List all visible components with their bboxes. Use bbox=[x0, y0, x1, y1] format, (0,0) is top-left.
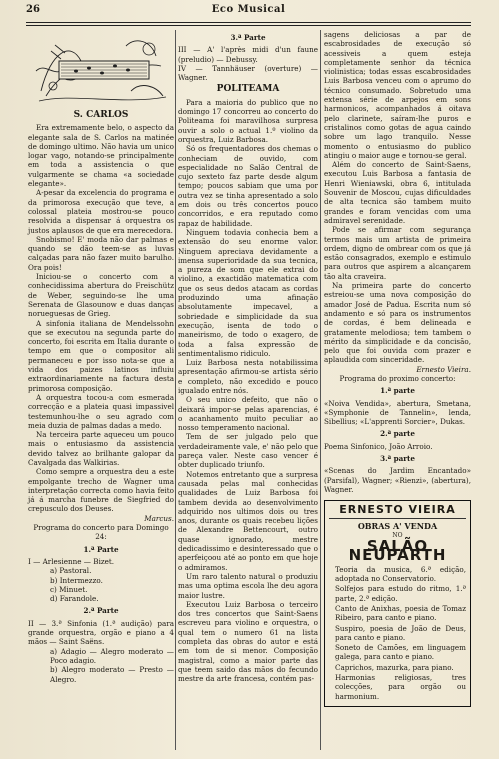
paragraph: O seu unico defeito, que não o deixará impor-se pelas aparencias, é o acanhamento muito peculiar ao nosso temperamento nacional. bbox=[178, 395, 318, 433]
paragraph: Notemos entretanto que a surpresa causada pelas mal conhecidas qualidades de Luiz Barbosa foi tambem devida ao desenvolvimento adquirido nos ultimos dois ou tres anos, durante os quais recebeu lições de Alexandre Bettencourt, outro quase ignorado, mestre dedicadissimo e desinteressado que o aperfeiçoou até ao ponto em que hoje o admiramos. bbox=[178, 469, 318, 572]
program-title: Programa do proximo concerto: bbox=[339, 373, 456, 383]
paragraph: Para a maioria do publico que no domingo 17 concorreu ao concerto do Politeama foi maravilhosa surpresa ouvir a solo o actual 1.º violino da orquestra, Luiz Barbosa. bbox=[178, 97, 318, 144]
paragraph: Só os frequentadores dos chemas o conheciam de ouvido, com especialidade no Salão Central de cujo sexteto faz parte desde algum tempo; poucos sabiam que uma por outra vez se tinha apresentado a solo em dois ou três concertos pouco concorridos, e era reputado como rapaz de habilidade. bbox=[178, 144, 318, 228]
ad-item: Solfejos para estudo do ritmo, 1.ª parte, 2.ª edição. bbox=[335, 584, 466, 603]
concerts-masthead-illustration bbox=[28, 30, 174, 108]
program-item: IV — Tannhäuser (overture) — Wagner. bbox=[178, 63, 318, 83]
program-item: «Noiva Vendida», abertura, Smetana, «Symphonie de Tannelin», lenda, Sibellius; «L'apprenti Sorcier», Dukas. bbox=[324, 398, 471, 427]
program-item: b) Intermezzo. bbox=[50, 575, 103, 585]
paragraph: Iniciou-se o concerto com a conhecidissima abertura do Freischütz de Weber, seguindo-se lhe uma Serenata de Glasounow e duas danças norueguesas de Grieg. bbox=[28, 272, 174, 319]
paragraph: A orquestra tocou-a com esmerada correcção e a plateia quasi impassivel testemunhou-lhe o seu agrado com meia duzia de palmas dadas a medo. bbox=[28, 392, 174, 430]
paragraph: Ninguem todavia conhecia bem a extensão do seu enorme valor. Ninguem apreciava devidamente a imensa superioridade da sua tecnica, a pureza de som que ele extrai do violino, a exactidão matematica com que os seus dedos atacam as cordas produzindo uma afinação absolutamente impecavel, a sobriedade e simplicidade da sua execução, isenta de todo o maneirismo, de todo o exagero, de toda a falsa expressão de sentimentalismo ridiculo. bbox=[178, 227, 318, 358]
program-item: b) Alegro moderato — Presto — Alegro. bbox=[50, 665, 174, 684]
ad-title: OBRAS A' VENDA bbox=[357, 520, 438, 531]
column-2 bbox=[178, 30, 318, 683]
signature: Ernesto Vieira. bbox=[416, 364, 471, 374]
program-item: a) Adagio — Alegro moderato — Poco adagio. bbox=[50, 646, 174, 665]
paragraph: Snobismo! E' moda não dar palmas e quando se dão teem-se as luvas calçadas para não fazer muito barulho. Ora pois! bbox=[28, 234, 174, 272]
column-1 bbox=[28, 30, 174, 684]
ad-item: Canto de Anixhas, poesia de Tomaz Ribeiro, para canto e piano. bbox=[335, 603, 466, 623]
program-item: II — 3.ª Sinfonia (1.ª audição) para grande orquestra, orgão e piano a 4 mãos — Saint Saëns. bbox=[28, 618, 174, 647]
program-item: d) Farandole. bbox=[50, 594, 99, 604]
column-3 bbox=[324, 30, 471, 707]
paragraph: Além do concerto de Saint-Saens, executou Luis Barbosa a fantasia de Henri Wieniawski, obra 6, intitulada Souvenir de Moscou, cujas dificuldades de alta tecnica são tambem muito grandes e foram vencidas com uma admiravel serenidade. bbox=[324, 160, 471, 225]
program-item: «Scenas do Jardim Encantado» (Parsifal), Wagner; «Rienzi», (abertura), Wagner. bbox=[324, 466, 471, 494]
program-item: I — Arlesienne — Bizet. bbox=[28, 556, 115, 566]
paragraph: sagens deliciosas a par de escabrosidades de execução só acessiveis a quem esteja completamente senhor da técnica violinistica; todas essas escabrosidades Luis Barbosa venceu com o aprumo do técnico consumado. Sobretudo uma extensa série de arpejos em sons harmonicos, acompanhados á oitava pelo clarinete, saíram-lhe puros e cristalinos como gotas de agua caindo sobre um lago tranquilo. Nesse momento o entusiasmo do publico atingiu o maior auge e tornou-se geral. bbox=[324, 30, 471, 160]
program-part-heading: 3.ª parte bbox=[380, 454, 415, 464]
paragraph: A sinfonia italiana de Mendelssohn que se executou na segunda parte do concerto, foi escrita em Italia durante o tempo em que o compositor ali permaneceu e por isso nota-se que a vida dos paizes latinos influiu extraordinariamente na factura desta primorosa composição. bbox=[28, 318, 174, 393]
section-heading-politeama: POLITEAMA bbox=[216, 84, 280, 95]
header-rule bbox=[26, 22, 471, 23]
paragraph: Um raro talento natural o produziu mas uma optima escola lhe deu agora maior lustre. bbox=[178, 571, 318, 600]
program-part-heading: 2.ª parte bbox=[380, 429, 415, 439]
paragraph: Luiz Barbosa nesta notabilissima apresentação afirmou-se artista sério e completo, não excedido e pouco igualado entre nós. bbox=[178, 358, 318, 395]
paragraph: Na terceira parte aqueceu um pouco mais o entusiasmo da assistencia devido talvez ao brilhante galopar da Cavalgada das Walkirias. bbox=[28, 430, 174, 467]
paragraph: A-pesar da excelencia do programa e da primorosa execução que teve, a colossal plateia mostrou-se pouco resolvida a dispensar á orquestra os justos aplausos de que era merecedora. bbox=[28, 188, 174, 235]
ad-item: Suspiro, poesia de João de Deus, para canto e piano. bbox=[335, 623, 466, 642]
paragraph: Na primeira parte do concerto estreiou-se uma nova composição do amador José de Padua. Escrita num só andamento e só para os instrumentos de cordas, é bem delineada e gratamente melodiosa; tem tambem o mérito da simplicidade e da concisão, pelo que foi ouvida com prazer e aplaudida com sinceridade. bbox=[324, 281, 471, 365]
paragraph: Executou Luiz Barbosa o terceiro dos tres concertos que Saint-Saens escreveu para violino e orquestra, o qual tem o numero 61 na lista completa das obras do autor e está em tom de si menor. Composição magistral, como a maior parte das que teem saido das mãos do fecundo mestre da arte francesa, contém pas- bbox=[178, 599, 318, 684]
page-title: Eco Musical bbox=[211, 4, 286, 15]
program-title: Programa do concerto para Domingo 24: bbox=[33, 523, 169, 542]
program-item: a) Pastoral. bbox=[50, 566, 92, 576]
page-header bbox=[26, 4, 471, 20]
column-divider-1 bbox=[175, 30, 176, 750]
ad-author-name: ERNESTO VIEIRA bbox=[339, 503, 456, 517]
program-item: III — A' l'après midi d'un faune (preludio) — Debussy. bbox=[178, 45, 318, 64]
paragraph: Era extremamente belo, o aspecto da elegante sala de S. Carlos na matinée de domingo ultimo. Não havia um unico logar vago, notando-se principalmente em toda a assistencia o que vulgarmente se chama «a sociedade elegante». bbox=[28, 123, 174, 189]
signature: Marcus. bbox=[144, 513, 174, 523]
paragraph: Como sempre a orquestra deu a este empolgante trecho de Wagner uma interpretação correcta como havia feito já á marcha funebre de Siegfried do crepusculo dos Deuses. bbox=[28, 467, 174, 514]
program-part-heading: 1.ª parte bbox=[380, 386, 415, 396]
ad-divider bbox=[329, 518, 466, 519]
advertisement-box bbox=[324, 500, 471, 707]
program-item: c) Minuet. bbox=[50, 584, 88, 594]
paragraph: Tem de ser julgado pelo que verdadeiramente vale, e' não pelo que pareça valer. Neste caso vencer é obter duplicado triunfo. bbox=[178, 432, 318, 470]
ad-shop-name: SALÃO NEUPARTH bbox=[348, 537, 447, 565]
ad-no: NO bbox=[392, 531, 403, 539]
page-number: 26 bbox=[26, 4, 40, 15]
column-divider-2 bbox=[320, 30, 321, 750]
paragraph: Pode se afirmar com segurança termos mais um artista de primeira ordem, digno de ombrear com os que já estão consagrados, exemplo e estimulo para outros que aspirem a alcançarem tão alta craveira. bbox=[324, 225, 471, 281]
program-part-heading: 3.ª Parte bbox=[230, 33, 266, 42]
ad-item: Harmonias religiosas, tres colecções, para orgão ou harmonium. bbox=[335, 673, 466, 701]
ad-item: Teoria da musica, 6.ª edição, adoptada no Conservatorio. bbox=[335, 564, 466, 584]
program-part-heading: 2.ª Parte bbox=[83, 606, 119, 616]
section-heading-s-carlos: S. CARLOS bbox=[73, 110, 129, 120]
ad-item: Caprichos, mazurka, para piano. bbox=[335, 662, 454, 672]
program-part-heading: 1.ª Parte bbox=[83, 544, 119, 554]
program-item: Poema Sinfonico, João Arroio. bbox=[324, 441, 433, 451]
header-rule-2 bbox=[26, 25, 471, 26]
ad-item: Soneto de Camões, em linguagem galega, para canto e piano. bbox=[335, 643, 466, 662]
